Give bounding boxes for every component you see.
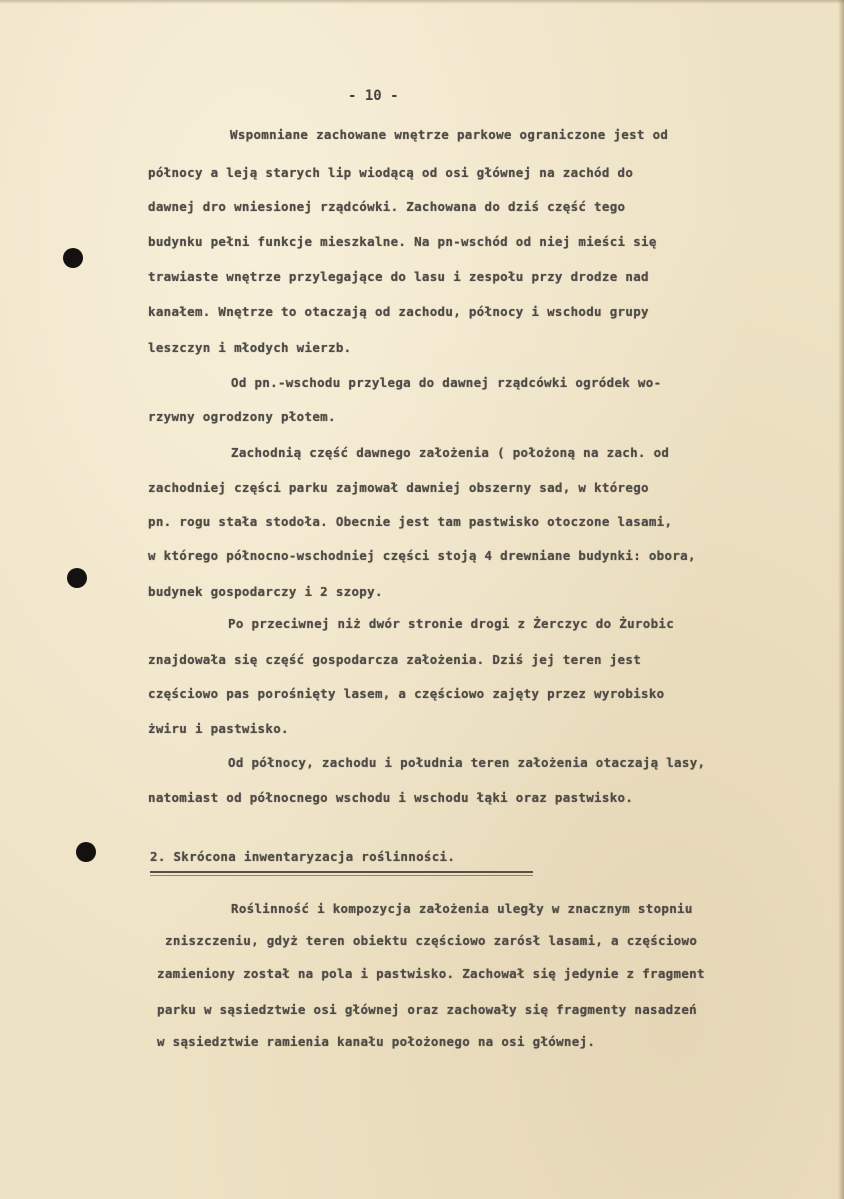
punch-hole-middle (67, 568, 87, 588)
body-line: dawnej dro wniesionej rządcówki. Zachowana do dziś część tego (148, 199, 626, 214)
body-line: parku w sąsiedztwie osi głównej oraz zachowały się fragmenty nasadzeń (157, 1002, 697, 1017)
body-line: budynek gospodarczy i 2 szopy. (148, 584, 383, 599)
body-line: Od pn.-wschodu przylega do dawnej rządcówki ogródek wo- (231, 375, 662, 390)
body-line: zachodniej części parku zajmował dawniej obszerny sad, w którego (148, 480, 649, 495)
paper-top-edge (0, 0, 844, 4)
body-line: w sąsiedztwie ramienia kanału położonego na osi głównej. (157, 1034, 596, 1049)
page-number: - 10 - (348, 88, 399, 104)
body-line: znajdowała się część gospodarcza założenia. Dziś jej teren jest (148, 652, 642, 667)
body-line: budynku pełni funkcje mieszkalne. Na pn-wschód od niej mieści się (148, 234, 657, 249)
section-heading: 2. Skrócona inwentaryzacja roślinności. (150, 849, 456, 864)
body-line: leszczyn i młodych wierzb. (148, 340, 352, 355)
body-line: północy a leją starych lip wiodącą od osi głównej na zachód do (148, 165, 634, 180)
body-line: trawiaste wnętrze przylegające do lasu i zespołu przy drodze nad (148, 269, 649, 284)
body-line: rzywny ogrodzony płotem. (148, 409, 336, 424)
heading-underline-secondary (150, 875, 533, 876)
body-line: zniszczeniu, gdyż teren obiektu częściowo zarósł lasami, a częściowo (165, 933, 698, 948)
body-line: zamieniony został na pola i pastwisko. Zachował się jedynie z fragment (157, 966, 705, 981)
body-line: żwiru i pastwisko. (148, 721, 289, 736)
body-line: pn. rogu stała stodoła. Obecnie jest tam pastwisko otoczone lasami, (148, 514, 673, 529)
body-line: Od północy, zachodu i południa teren założenia otaczają lasy, (228, 755, 706, 770)
body-line: Roślinność i kompozycja założenia uległy w znacznym stopniu (231, 901, 693, 916)
punch-hole-bottom (76, 842, 96, 862)
heading-underline (150, 871, 533, 873)
paper-right-edge (838, 0, 844, 1199)
body-line: Wspomniane zachowane wnętrze parkowe ograniczone jest od (230, 127, 669, 142)
body-line: częściowo pas porośnięty lasem, a częściowo zajęty przez wyrobisko (148, 686, 665, 701)
body-line: w którego północno-wschodniej części stoją 4 drewniane budynki: obora, (148, 548, 696, 563)
punch-hole-top (63, 248, 83, 268)
body-line: natomiast od północnego wschodu i wschodu łąki oraz pastwisko. (148, 790, 634, 805)
body-line: Po przeciwnej niż dwór stronie drogi z Żerczyc do Żurobic (228, 616, 675, 631)
body-line: kanałem. Wnętrze to otaczają od zachodu, północy i wschodu grupy (148, 304, 649, 319)
body-line: Zachodnią część dawnego założenia ( położoną na zach. od (231, 445, 670, 460)
